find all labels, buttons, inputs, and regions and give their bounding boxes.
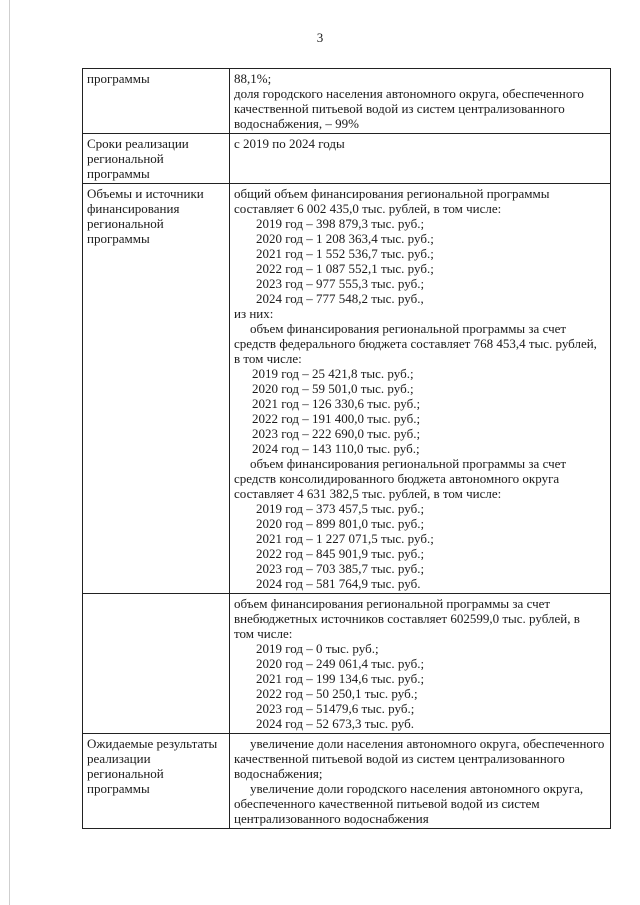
row-value-line: водоснабжения; [234, 766, 323, 781]
row-label-line: программы [87, 781, 150, 796]
row-value-line: том числе: [234, 626, 293, 641]
row-label-line: региональной [87, 216, 164, 231]
table-row [83, 734, 611, 829]
row-value-cell [230, 184, 611, 594]
row-value-line: с 2019 по 2024 годы [234, 136, 345, 151]
row-value-cell [230, 734, 611, 829]
row-value-line: 2021 год – 199 134,6 тыс. руб.; [256, 671, 425, 686]
row-value-cell [230, 134, 611, 184]
scan-edge-line [9, 0, 10, 905]
row-value-line: 2024 год – 581 764,9 тыс. руб. [256, 576, 421, 591]
row-value-line: 2020 год – 1 208 363,4 тыс. руб.; [256, 231, 434, 246]
row-label-cell [83, 734, 230, 829]
row-value-line: 2019 год – 398 879,3 тыс. руб.; [256, 216, 425, 231]
row-value-line: внебюджетных источников составляет 602599,0 тыс. рублей, в [234, 611, 580, 626]
row-value-line: 2024 год – 143 110,0 тыс. руб.; [252, 441, 420, 456]
row-value-line: централизованного водоснабжения [234, 811, 429, 826]
row-label-line: Сроки реализации [87, 136, 189, 151]
row-value-line: качественной питьевой водой из систем централизованного [234, 101, 565, 116]
row-label-cell [83, 69, 230, 134]
row-value-line: составляет 6 002 435,0 тыс. рублей, в том числе: [234, 201, 502, 216]
row-value-line: водоснабжения, – 99% [234, 116, 359, 131]
row-value-line: качественной питьевой водой из систем централизованного [234, 751, 565, 766]
row-value-line: объем финансирования региональной программы за счет [250, 321, 567, 336]
row-value-line: объем финансирования региональной программы за счет [234, 596, 551, 611]
row-value-line: средств консолидированного бюджета автономного округа [234, 471, 560, 486]
row-label-line: региональной [87, 766, 164, 781]
row-label-line: программы [87, 71, 150, 86]
row-value-line: увеличение доли населения автономного округа, обеспеченного [250, 736, 605, 751]
row-value-cell [230, 69, 611, 134]
row-value-line: 2019 год – 0 тыс. руб.; [256, 641, 379, 656]
row-value-line: 88,1%; [234, 71, 272, 86]
row-value-line: 2022 год – 191 400,0 тыс. руб.; [252, 411, 421, 426]
table-row [83, 184, 611, 594]
row-value-line: увеличение доли городского населения автономного округа, [250, 781, 584, 796]
row-label-line: Ожидаемые результаты [87, 736, 218, 751]
row-label-cell [83, 594, 230, 734]
table-row [83, 134, 611, 184]
row-value-line: 2023 год – 51479,6 тыс. руб.; [256, 701, 415, 716]
row-value-line: 2020 год – 899 801,0 тыс. руб.; [256, 516, 425, 531]
row-value-line: общий объем финансирования региональной программы [234, 186, 550, 201]
row-value-line: 2023 год – 977 555,3 тыс. руб.; [256, 276, 425, 291]
row-value-line: 2022 год – 50 250,1 тыс. руб.; [256, 686, 418, 701]
row-value-line: средств федерального бюджета составляет 768 453,4 тыс. рублей, [234, 336, 597, 351]
program-passport-table [82, 68, 611, 829]
row-value-line: 2024 год – 777 548,2 тыс. руб., [256, 291, 424, 306]
row-value-line: из них: [234, 306, 274, 321]
row-label-line: программы [87, 231, 150, 246]
row-label-line: финансирования [87, 201, 180, 216]
row-value-line: 2019 год – 25 421,8 тыс. руб.; [252, 366, 414, 381]
row-value-line: 2020 год – 249 061,4 тыс. руб.; [256, 656, 425, 671]
row-value-line: составляет 4 631 382,5 тыс. рублей, в том числе: [234, 486, 502, 501]
row-value-cell [230, 594, 611, 734]
table-row [83, 69, 611, 134]
page-number: 3 [316, 30, 324, 45]
row-label-line: программы [87, 166, 150, 181]
row-value-line: доля городского населения автономного округа, обеспеченного [234, 86, 584, 101]
row-label-line: региональной [87, 151, 164, 166]
row-value-line: обеспеченного качественной питьевой водой из систем [234, 796, 540, 811]
row-value-line: 2020 год – 59 501,0 тыс. руб.; [252, 381, 414, 396]
row-value-line: 2024 год – 52 673,3 тыс. руб. [256, 716, 414, 731]
row-value-line: объем финансирования региональной программы за счет [250, 456, 567, 471]
row-value-line: 2022 год – 845 901,9 тыс. руб.; [256, 546, 425, 561]
row-value-line: 2022 год – 1 087 552,1 тыс. руб.; [256, 261, 434, 276]
row-label-line: Объемы и источники [87, 186, 204, 201]
row-value-line: 2021 год – 1 552 536,7 тыс. руб.; [256, 246, 434, 261]
row-value-line: 2023 год – 703 385,7 тыс. руб.; [256, 561, 425, 576]
row-label-line: реализации [87, 751, 151, 766]
row-label-cell [83, 134, 230, 184]
row-value-line: 2021 год – 126 330,6 тыс. руб.; [252, 396, 421, 411]
row-label-cell [83, 184, 230, 594]
row-value-line: 2021 год – 1 227 071,5 тыс. руб.; [256, 531, 434, 546]
row-value-line: 2023 год – 222 690,0 тыс. руб.; [252, 426, 421, 441]
program-passport-table-body [83, 69, 611, 829]
row-value-line: 2019 год – 373 457,5 тыс. руб.; [256, 501, 425, 516]
table-row [83, 594, 611, 734]
row-value-line: в том числе: [234, 351, 302, 366]
